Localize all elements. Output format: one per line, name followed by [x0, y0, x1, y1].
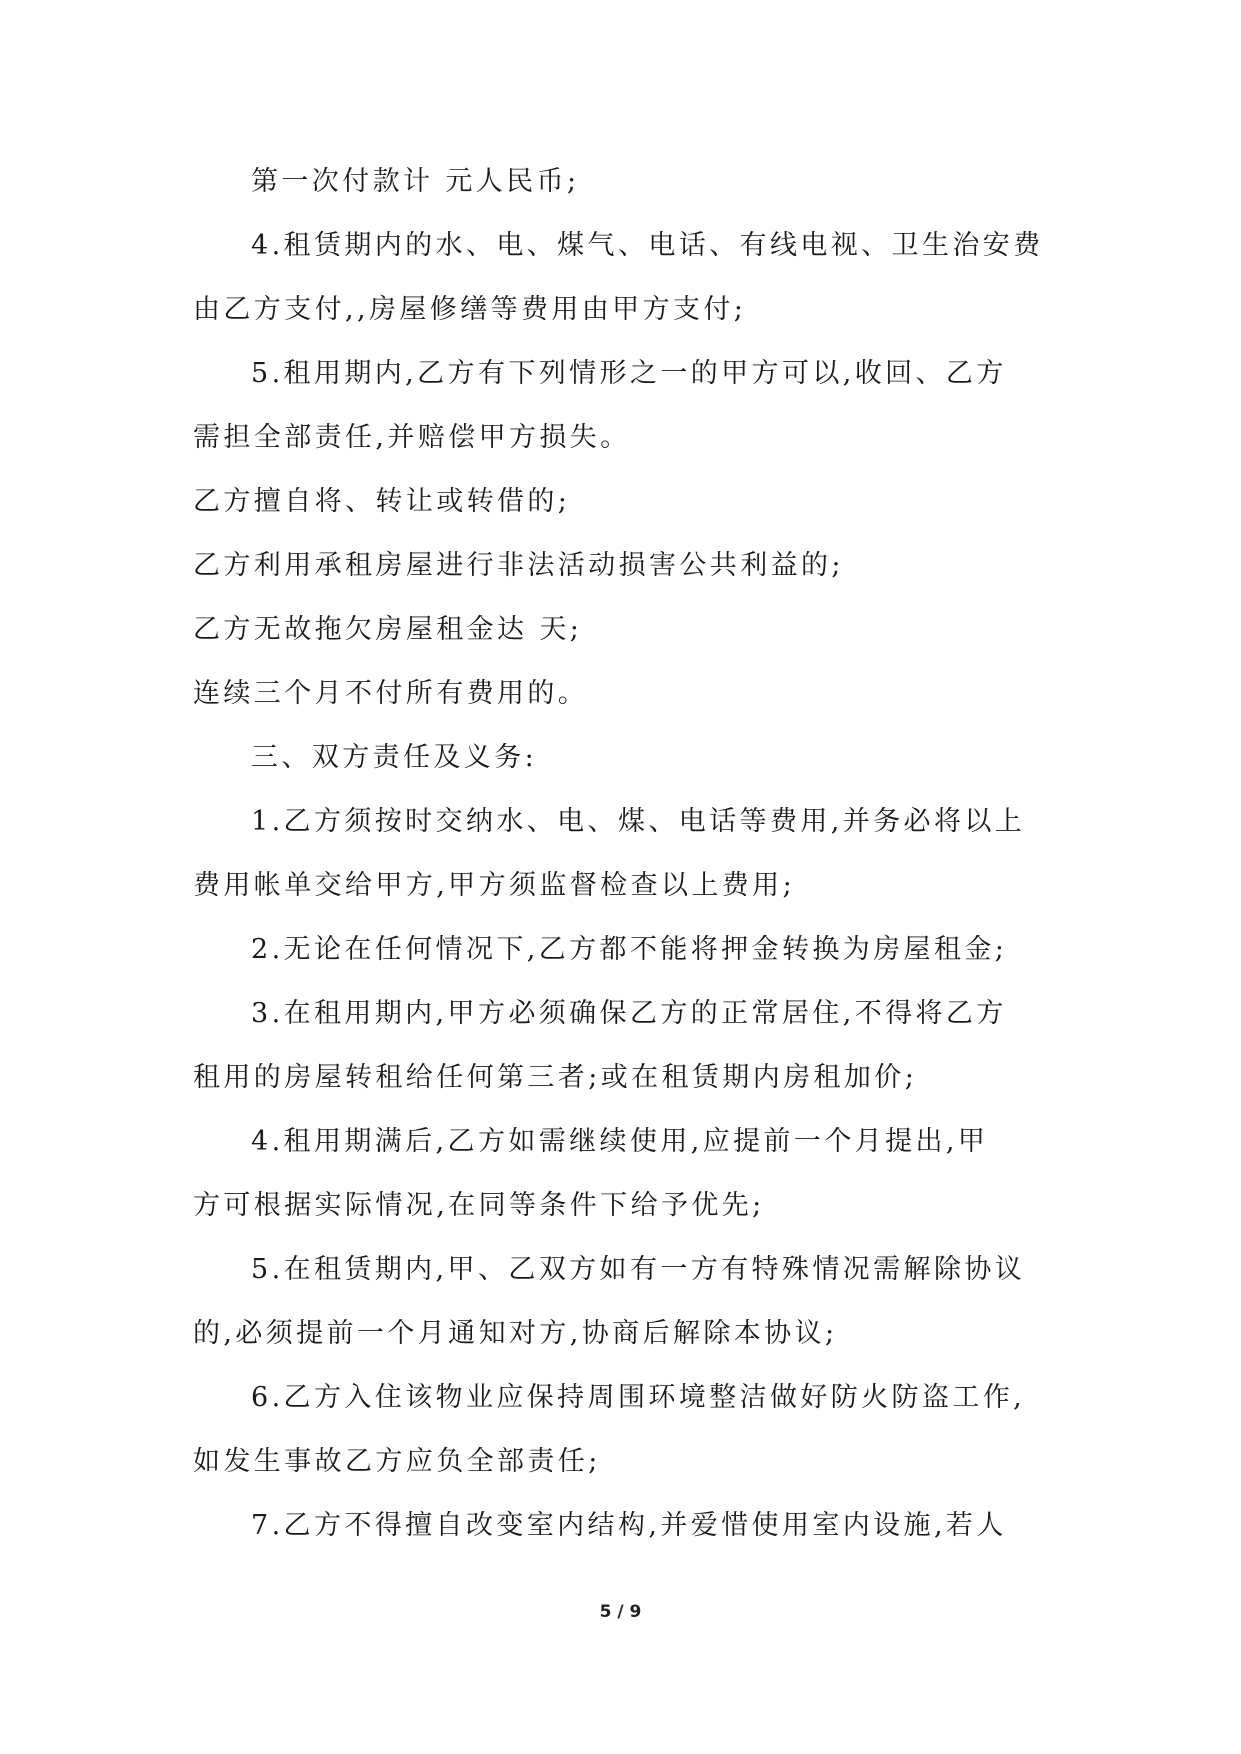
- text-line: 3.在租用期内,甲方必须确保乙方的正常居住,不得将乙方: [251, 998, 1007, 1029]
- text-line: 第一次付款计 元人民币;: [251, 166, 580, 197]
- text-line: 5.在租赁期内,甲、乙双方如有一方有特殊情况需解除协议: [251, 1254, 1026, 1285]
- text-line: 费用帐单交给甲方,甲方须监督检查以上费用;: [193, 870, 796, 901]
- text-line: 方可根据实际情况,在同等条件下给予优先;: [193, 1190, 765, 1221]
- text-line: 7.乙方不得擅自改变室内结构,并爱惜使用室内设施,若人: [251, 1510, 1007, 1541]
- text-line: 4.租赁期内的水、电、煤气、电话、有线电视、卫生治安费: [251, 230, 1044, 261]
- text-line: 如发生事故乙方应负全部责任;: [193, 1446, 601, 1477]
- text-line: 的,必须提前一个月通知对方,协商后解除本协议;: [193, 1318, 838, 1349]
- text-line: 需担全部责任,并赔偿甲方损失。: [193, 422, 631, 453]
- text-line: 5.租用期内,乙方有下列情形之一的甲方可以,收回、乙方: [251, 358, 1007, 389]
- text-line: 租用的房屋转租给任何第三者;或在租赁期内房租加价;: [193, 1062, 918, 1093]
- text-line: 6.乙方入住该物业应保持周围环境整洁做好防火防盗工作,: [251, 1382, 1026, 1413]
- text-line: 乙方擅自将、转让或转借的;: [193, 486, 571, 517]
- text-line: 连续三个月不付所有费用的。: [193, 678, 589, 709]
- text-line: 1.乙方须按时交纳水、电、煤、电话等费用,并务必将以上: [251, 806, 1026, 837]
- section-heading: 三、双方责任及义务:: [251, 742, 538, 773]
- text-line: 2.无论在任何情况下,乙方都不能将押金转换为房屋租金;: [251, 934, 1008, 965]
- page-number: 5 / 9: [599, 1602, 642, 1622]
- text-line: 乙方利用承租房屋进行非法活动损害公共利益的;: [193, 550, 844, 581]
- text-line: 由乙方支付,,房屋修缮等费用由甲方支付;: [193, 294, 747, 325]
- document-body: [193, 150, 1053, 1558]
- text-line: 乙方无故拖欠房屋租金达 天;: [193, 614, 583, 645]
- text-line: 4.租用期满后,乙方如需继续使用,应提前一个月提出,甲: [251, 1126, 989, 1157]
